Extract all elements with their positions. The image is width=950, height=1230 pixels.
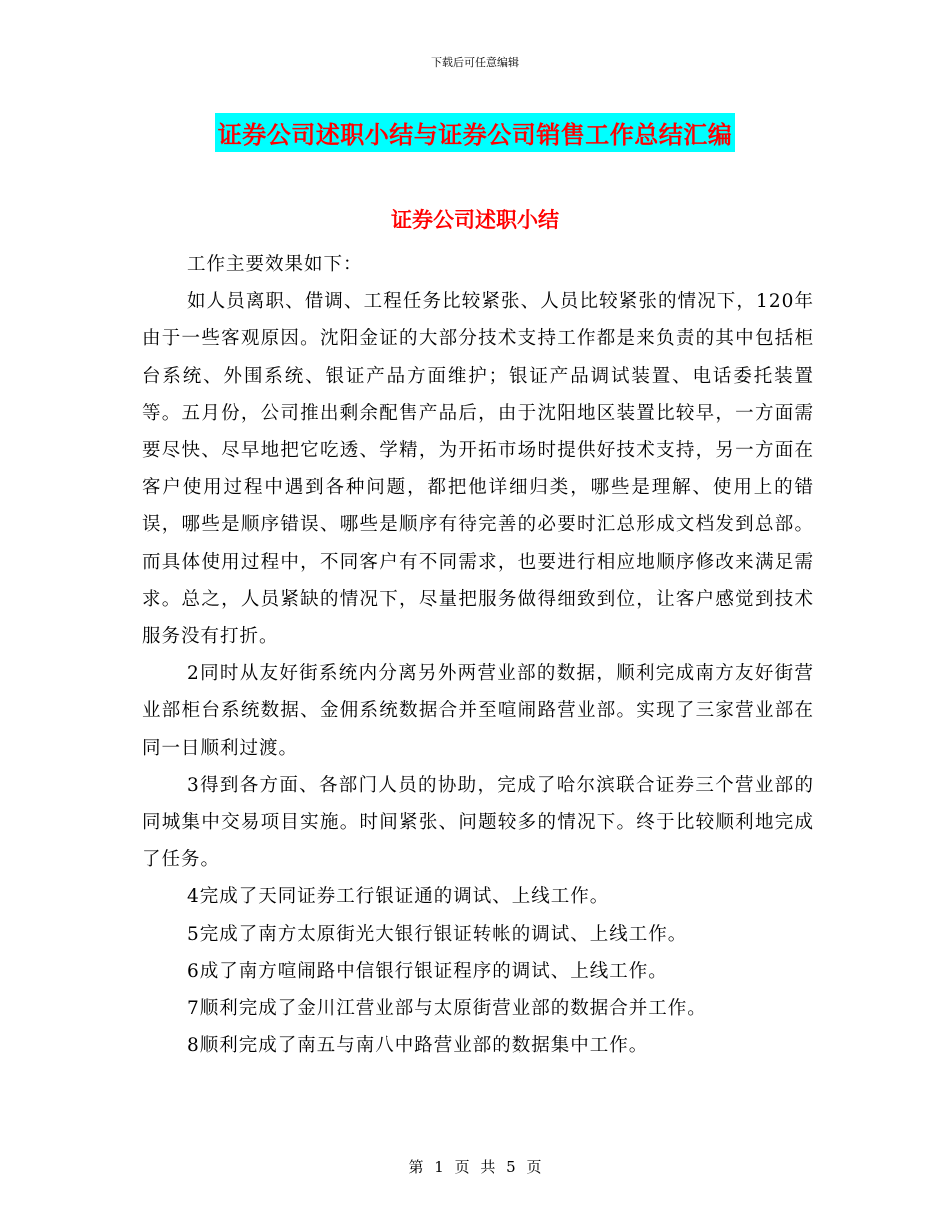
paragraph: 工作主要效果如下： xyxy=(187,254,363,275)
section-title: 证券公司述职小结 xyxy=(391,208,559,232)
paragraph: 3得到各方面、各部门人员的协助，完成了哈尔滨联合证券三个营业部的同城集中交易项目实施。时间紧张、问题较多的情况下。终于比较顺利地完成了任务。 xyxy=(142,774,814,871)
header-note: 下载后可任意编辑 xyxy=(431,56,519,69)
paragraph: 4完成了天同证券工行银证通的调试、上线工作。 xyxy=(187,886,610,908)
paragraph: 6成了南方喧闹路中信银行银证程序的调试、上线工作。 xyxy=(187,960,668,982)
document-title: 证券公司述职小结与证券公司销售工作总结汇编 xyxy=(215,113,736,152)
paragraph: 如人员离职、借调、工程任务比较紧张、人员比较紧张的情况下，120年由于一些客观原因。沈阳金证的大部分技术支持工作都是来负责的其中包括柜台系统、外围系统、银证产品方面维护；银证产品调试装置、电话委托装置等。五月份，公司推出剩余配售产品后，由于沈阳地区装置比较早，一方面需要尽快、尽早地把它吃透、学精，为开拓市场时提供好技术支持，另一方面在客户使用过程中遇到各种问题，都把他详细归类，哪些是理解、使用上的错误，哪些是顺序错误、哪些是顺序有待完善的必要时汇总形成文档发到总部。而具体使用过程中，不同客户有不同需求，也要进行相应地顺序修改来满足需求。总之，人员紧缺的情况下，尽量把服务做得细致到位，让客户感觉到技术服务没有打折。 xyxy=(142,291,814,648)
paragraph: 2同时从友好街系统内分离另外两营业部的数据，顺利完成南方友好街营业部柜台系统数据、金佣系统数据合并至喧闹路营业部。实现了三家营业部在同一日顺利过渡。 xyxy=(142,663,814,759)
page-number: 第 1 页 共 5 页 xyxy=(408,1158,542,1176)
document-body xyxy=(142,246,814,1064)
paragraph: 5完成了南方太原街光大银行银证转帐的调试、上线工作。 xyxy=(187,923,688,945)
document-title-wrap xyxy=(0,113,950,152)
paragraph: 7顺利完成了金川江营业部与太原街营业部的数据合并工作。 xyxy=(187,998,707,1020)
paragraph: 8顺利完成了南五与南八中路营业部的数据集中工作。 xyxy=(187,1035,649,1057)
